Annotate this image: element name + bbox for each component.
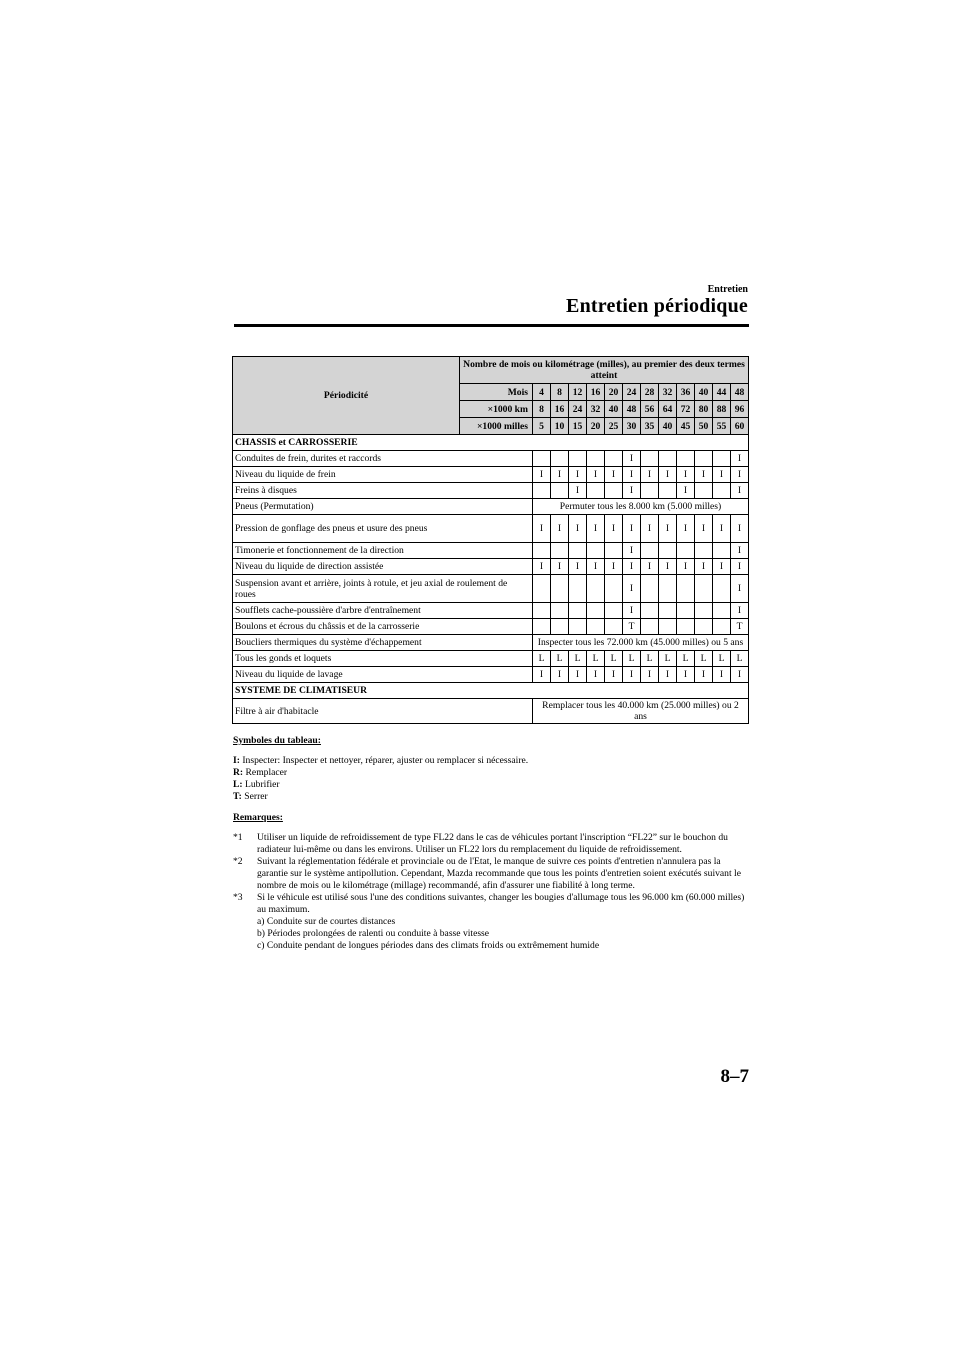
schedule-mark <box>659 603 677 619</box>
schedule-mark: I <box>677 515 695 543</box>
schedule-mark: L <box>551 651 569 667</box>
schedule-mark <box>677 619 695 635</box>
schedule-mark: L <box>695 651 713 667</box>
remark-text: Utiliser un liquide de refroidissement de type FL22 dans le cas de véhicules portant l'inscription “FL22” sur le bouchon du radiateur lui-même ou dans les environs. Utiliser un FL22 lors du remplacement du liquide de refroidissement. <box>257 832 728 855</box>
schedule-mark <box>641 619 659 635</box>
schedule-mark: I <box>551 515 569 543</box>
schedule-mark <box>605 603 623 619</box>
interval-value: 16 <box>587 384 605 401</box>
interval-note: Inspecter tous les 72.000 km (45.000 milles) ou 5 ans <box>533 635 749 651</box>
interval-value: 72 <box>677 401 695 418</box>
schedule-mark <box>587 543 605 559</box>
schedule-mark: I <box>659 515 677 543</box>
page-title: Entretien périodique <box>566 295 748 317</box>
interval-header: Nombre de mois ou kilométrage (milles), au premier des deux termes atteint <box>460 357 749 384</box>
table-row <box>233 635 749 651</box>
symbol-key: T: <box>233 791 242 802</box>
interval-value: 48 <box>623 401 641 418</box>
schedule-mark: I <box>551 467 569 483</box>
schedule-mark: I <box>731 575 749 603</box>
item-label: Boucliers thermiques du système d'échappement <box>233 635 533 651</box>
schedule-mark: I <box>731 451 749 467</box>
interval-value: 64 <box>659 401 677 418</box>
schedule-mark <box>677 603 695 619</box>
remark-condition: b) Périodes prolongées de ralenti ou conduite à basse vitesse <box>257 928 490 939</box>
unit-label: Mois <box>460 384 533 401</box>
schedule-mark <box>695 483 713 499</box>
remark-condition: c) Conduite pendant de longues périodes dans des climats froids ou extrêmement humide <box>257 940 600 951</box>
schedule-mark: I <box>713 559 731 575</box>
schedule-mark <box>659 543 677 559</box>
page-number: 8–7 <box>720 1066 749 1087</box>
interval-value: 32 <box>659 384 677 401</box>
schedule-mark <box>713 575 731 603</box>
schedule-mark: I <box>695 667 713 683</box>
schedule-mark: I <box>623 603 641 619</box>
table-row <box>233 451 749 467</box>
schedule-mark: I <box>605 467 623 483</box>
schedule-mark: I <box>533 467 551 483</box>
schedule-mark <box>713 619 731 635</box>
interval-value: 24 <box>569 401 587 418</box>
unit-label: ×1000 km <box>460 401 533 418</box>
schedule-mark: I <box>641 667 659 683</box>
schedule-mark: L <box>569 651 587 667</box>
table-row <box>233 619 749 635</box>
schedule-mark: I <box>569 559 587 575</box>
schedule-mark: I <box>587 667 605 683</box>
schedule-mark: I <box>605 559 623 575</box>
schedule-mark <box>605 619 623 635</box>
interval-value: 5 <box>533 418 551 435</box>
symbol-item <box>233 791 749 803</box>
item-label: Filtre à air d'habitacle <box>233 699 533 724</box>
remark-item <box>233 832 749 856</box>
remark-text: Si le véhicule est utilisé sous l'une des conditions suivantes, changer les bougies d'allumage tous les 96.000 km (60.000 milles) au maximum. <box>257 892 745 915</box>
interval-value: 56 <box>641 401 659 418</box>
schedule-mark: L <box>641 651 659 667</box>
schedule-mark <box>587 483 605 499</box>
schedule-mark: I <box>623 559 641 575</box>
symbols-heading: Symboles du tableau: <box>233 735 321 746</box>
schedule-mark: I <box>731 543 749 559</box>
schedule-mark <box>533 603 551 619</box>
schedule-mark <box>587 451 605 467</box>
interval-value: 50 <box>695 418 713 435</box>
interval-value: 28 <box>641 384 659 401</box>
schedule-mark: L <box>605 651 623 667</box>
interval-note: Permuter tous les 8.000 km (5.000 milles) <box>533 499 749 515</box>
schedule-mark: I <box>713 515 731 543</box>
schedule-mark <box>605 483 623 499</box>
schedule-mark <box>551 619 569 635</box>
schedule-mark: I <box>695 559 713 575</box>
symbols-list <box>233 755 749 803</box>
schedule-mark <box>713 603 731 619</box>
interval-value: 8 <box>533 401 551 418</box>
schedule-mark: I <box>641 515 659 543</box>
schedule-mark <box>533 619 551 635</box>
schedule-mark: I <box>587 467 605 483</box>
remark-item <box>233 892 749 952</box>
schedule-mark: T <box>731 619 749 635</box>
schedule-mark: I <box>731 559 749 575</box>
schedule-mark: I <box>731 603 749 619</box>
notes-block <box>233 735 749 952</box>
schedule-mark: L <box>659 651 677 667</box>
schedule-mark: I <box>641 559 659 575</box>
schedule-mark <box>713 483 731 499</box>
schedule-mark <box>659 483 677 499</box>
table-row <box>233 499 749 515</box>
interval-value: 4 <box>533 384 551 401</box>
schedule-mark: I <box>623 667 641 683</box>
schedule-mark: I <box>731 483 749 499</box>
item-label: Conduites de frein, durites et raccords <box>233 451 533 467</box>
schedule-mark <box>533 575 551 603</box>
item-label: Suspension avant et arrière, joints à rotule, et jeu axial de roulement de roues <box>233 575 533 603</box>
schedule-mark <box>569 543 587 559</box>
interval-value: 8 <box>551 384 569 401</box>
interval-value: 44 <box>713 384 731 401</box>
interval-value: 36 <box>677 384 695 401</box>
schedule-mark <box>569 603 587 619</box>
section-title: CHASSIS et CARROSSERIE <box>233 435 749 451</box>
schedule-mark <box>695 575 713 603</box>
schedule-mark <box>659 575 677 603</box>
schedule-mark <box>551 543 569 559</box>
interval-value: 55 <box>713 418 731 435</box>
item-label: Freins à disques <box>233 483 533 499</box>
schedule-mark <box>551 483 569 499</box>
schedule-mark: I <box>731 467 749 483</box>
remark-text: Suivant la réglementation fédérale et provinciale ou de l'Etat, le manque de suivre ces points d'entretien n'annulera pas la garantie sur le système antipollution. Cependant, Mazda recommande que tous les points d'entretien soient exécutés suivant le nombre de mois ou le kilométrage (millage) recommandé, afin d'assurer une fiabilité à long terme. <box>257 856 741 891</box>
symbol-key: R: <box>233 767 244 778</box>
interval-value: 25 <box>605 418 623 435</box>
item-label: Niveau du liquide de frein <box>233 467 533 483</box>
interval-value: 40 <box>695 384 713 401</box>
interval-value: 10 <box>551 418 569 435</box>
schedule-mark: I <box>569 515 587 543</box>
schedule-mark <box>551 603 569 619</box>
interval-value: 20 <box>587 418 605 435</box>
periodicity-header: Périodicité <box>233 357 460 435</box>
maintenance-schedule-table <box>232 356 749 724</box>
schedule-mark <box>641 451 659 467</box>
table-row <box>233 575 749 603</box>
interval-value: 15 <box>569 418 587 435</box>
schedule-mark <box>587 603 605 619</box>
schedule-mark <box>533 483 551 499</box>
schedule-mark: I <box>641 467 659 483</box>
interval-value: 20 <box>605 384 623 401</box>
table-row <box>233 483 749 499</box>
schedule-mark: T <box>623 619 641 635</box>
table-row <box>233 699 749 724</box>
schedule-mark: L <box>677 651 695 667</box>
schedule-mark: I <box>677 667 695 683</box>
schedule-mark: I <box>731 667 749 683</box>
schedule-mark <box>605 543 623 559</box>
remark-number: *3 <box>233 892 243 903</box>
schedule-header <box>233 357 749 435</box>
schedule-mark <box>641 543 659 559</box>
schedule-mark <box>713 451 731 467</box>
schedule-mark: I <box>605 515 623 543</box>
schedule-mark: I <box>677 559 695 575</box>
schedule-mark <box>533 543 551 559</box>
schedule-mark: I <box>533 559 551 575</box>
interval-value: 32 <box>587 401 605 418</box>
item-label: Pression de gonflage des pneus et usure des pneus <box>233 515 533 543</box>
remark-number: *2 <box>233 856 243 867</box>
schedule-mark: I <box>569 483 587 499</box>
interval-value: 45 <box>677 418 695 435</box>
schedule-mark: I <box>605 667 623 683</box>
schedule-mark: I <box>587 559 605 575</box>
schedule-mark: L <box>533 651 551 667</box>
symbol-text: Inspecter: Inspecter et nettoyer, réparer, ajuster ou remplacer si nécessaire. <box>242 755 529 766</box>
symbol-key: L: <box>233 779 243 790</box>
item-label: Tous les gonds et loquets <box>233 651 533 667</box>
schedule-mark: I <box>623 467 641 483</box>
schedule-mark: I <box>677 467 695 483</box>
schedule-mark: I <box>551 559 569 575</box>
symbol-key: I: <box>233 755 240 766</box>
interval-value: 60 <box>731 418 749 435</box>
symbol-item <box>233 779 749 791</box>
section-row <box>233 683 749 699</box>
unit-label: ×1000 milles <box>460 418 533 435</box>
item-label: Timonerie et fonctionnement de la direction <box>233 543 533 559</box>
schedule-mark: I <box>623 575 641 603</box>
symbol-item <box>233 767 749 779</box>
schedule-mark <box>551 451 569 467</box>
item-label: Niveau du liquide de direction assistée <box>233 559 533 575</box>
table-row <box>233 667 749 683</box>
schedule-mark <box>659 619 677 635</box>
schedule-mark <box>587 575 605 603</box>
table-row <box>233 543 749 559</box>
schedule-mark <box>641 603 659 619</box>
schedule-mark <box>677 543 695 559</box>
schedule-mark: I <box>569 667 587 683</box>
schedule-mark <box>677 575 695 603</box>
schedule-mark <box>713 543 731 559</box>
remark-body <box>257 856 749 892</box>
schedule-mark <box>695 619 713 635</box>
schedule-mark <box>569 451 587 467</box>
schedule-mark <box>605 575 623 603</box>
schedule-mark: I <box>587 515 605 543</box>
remark-item <box>233 856 749 892</box>
schedule-mark: I <box>731 515 749 543</box>
table-row <box>233 515 749 543</box>
interval-value: 40 <box>605 401 623 418</box>
schedule-body <box>233 435 749 724</box>
schedule-mark: I <box>695 467 713 483</box>
interval-note: Remplacer tous les 40.000 km (25.000 milles) ou 2 ans <box>533 699 749 724</box>
schedule-mark <box>695 543 713 559</box>
remark-body <box>257 892 749 952</box>
schedule-mark: L <box>731 651 749 667</box>
interval-value: 35 <box>641 418 659 435</box>
schedule-mark <box>587 619 605 635</box>
item-label: Soufflets cache-poussière d'arbre d'entraînement <box>233 603 533 619</box>
schedule-mark: I <box>659 667 677 683</box>
item-label: Boulons et écrous du châssis et de la carrosserie <box>233 619 533 635</box>
schedule-mark <box>569 619 587 635</box>
interval-value: 88 <box>713 401 731 418</box>
schedule-mark: I <box>533 667 551 683</box>
remarks-heading: Remarques: <box>233 812 283 823</box>
schedule-mark: L <box>713 651 731 667</box>
interval-value: 80 <box>695 401 713 418</box>
schedule-mark: I <box>659 467 677 483</box>
interval-value: 40 <box>659 418 677 435</box>
remarks-list <box>233 832 749 952</box>
interval-value: 12 <box>569 384 587 401</box>
schedule-mark <box>641 483 659 499</box>
schedule-mark: I <box>623 483 641 499</box>
table-row <box>233 559 749 575</box>
table-row <box>233 467 749 483</box>
item-label: Niveau du liquide de lavage <box>233 667 533 683</box>
remark-condition: a) Conduite sur de courtes distances <box>257 916 396 927</box>
schedule-mark <box>641 575 659 603</box>
schedule-mark: I <box>677 483 695 499</box>
schedule-mark <box>677 451 695 467</box>
section-label: Entretien <box>707 284 748 295</box>
schedule-mark: I <box>623 543 641 559</box>
schedule-mark: I <box>623 451 641 467</box>
schedule-mark: I <box>623 515 641 543</box>
section-row <box>233 435 749 451</box>
schedule-mark: L <box>623 651 641 667</box>
schedule-mark <box>605 451 623 467</box>
interval-value: 48 <box>731 384 749 401</box>
schedule-mark: I <box>713 467 731 483</box>
table-row <box>233 651 749 667</box>
item-label: Pneus (Permutation) <box>233 499 533 515</box>
symbol-item <box>233 755 749 767</box>
schedule-mark: I <box>569 467 587 483</box>
interval-value: 24 <box>623 384 641 401</box>
interval-value: 30 <box>623 418 641 435</box>
schedule-mark: I <box>713 667 731 683</box>
schedule-mark <box>695 603 713 619</box>
schedule-mark: I <box>695 515 713 543</box>
schedule-mark <box>533 451 551 467</box>
header-rule <box>234 324 749 327</box>
schedule-mark: I <box>551 667 569 683</box>
symbol-text: Remplacer <box>245 767 288 778</box>
schedule-mark <box>695 451 713 467</box>
interval-value: 96 <box>731 401 749 418</box>
schedule-mark <box>551 575 569 603</box>
symbol-text: Lubrifier <box>245 779 280 790</box>
schedule-mark: I <box>659 559 677 575</box>
schedule-mark <box>569 575 587 603</box>
remark-body <box>257 832 749 856</box>
section-title: SYSTEME DE CLIMATISEUR <box>233 683 749 699</box>
schedule-mark: I <box>533 515 551 543</box>
interval-value: 16 <box>551 401 569 418</box>
symbol-text: Serrer <box>244 791 268 802</box>
remark-number: *1 <box>233 832 243 843</box>
table-row <box>233 603 749 619</box>
schedule-mark: L <box>587 651 605 667</box>
schedule-mark <box>659 451 677 467</box>
